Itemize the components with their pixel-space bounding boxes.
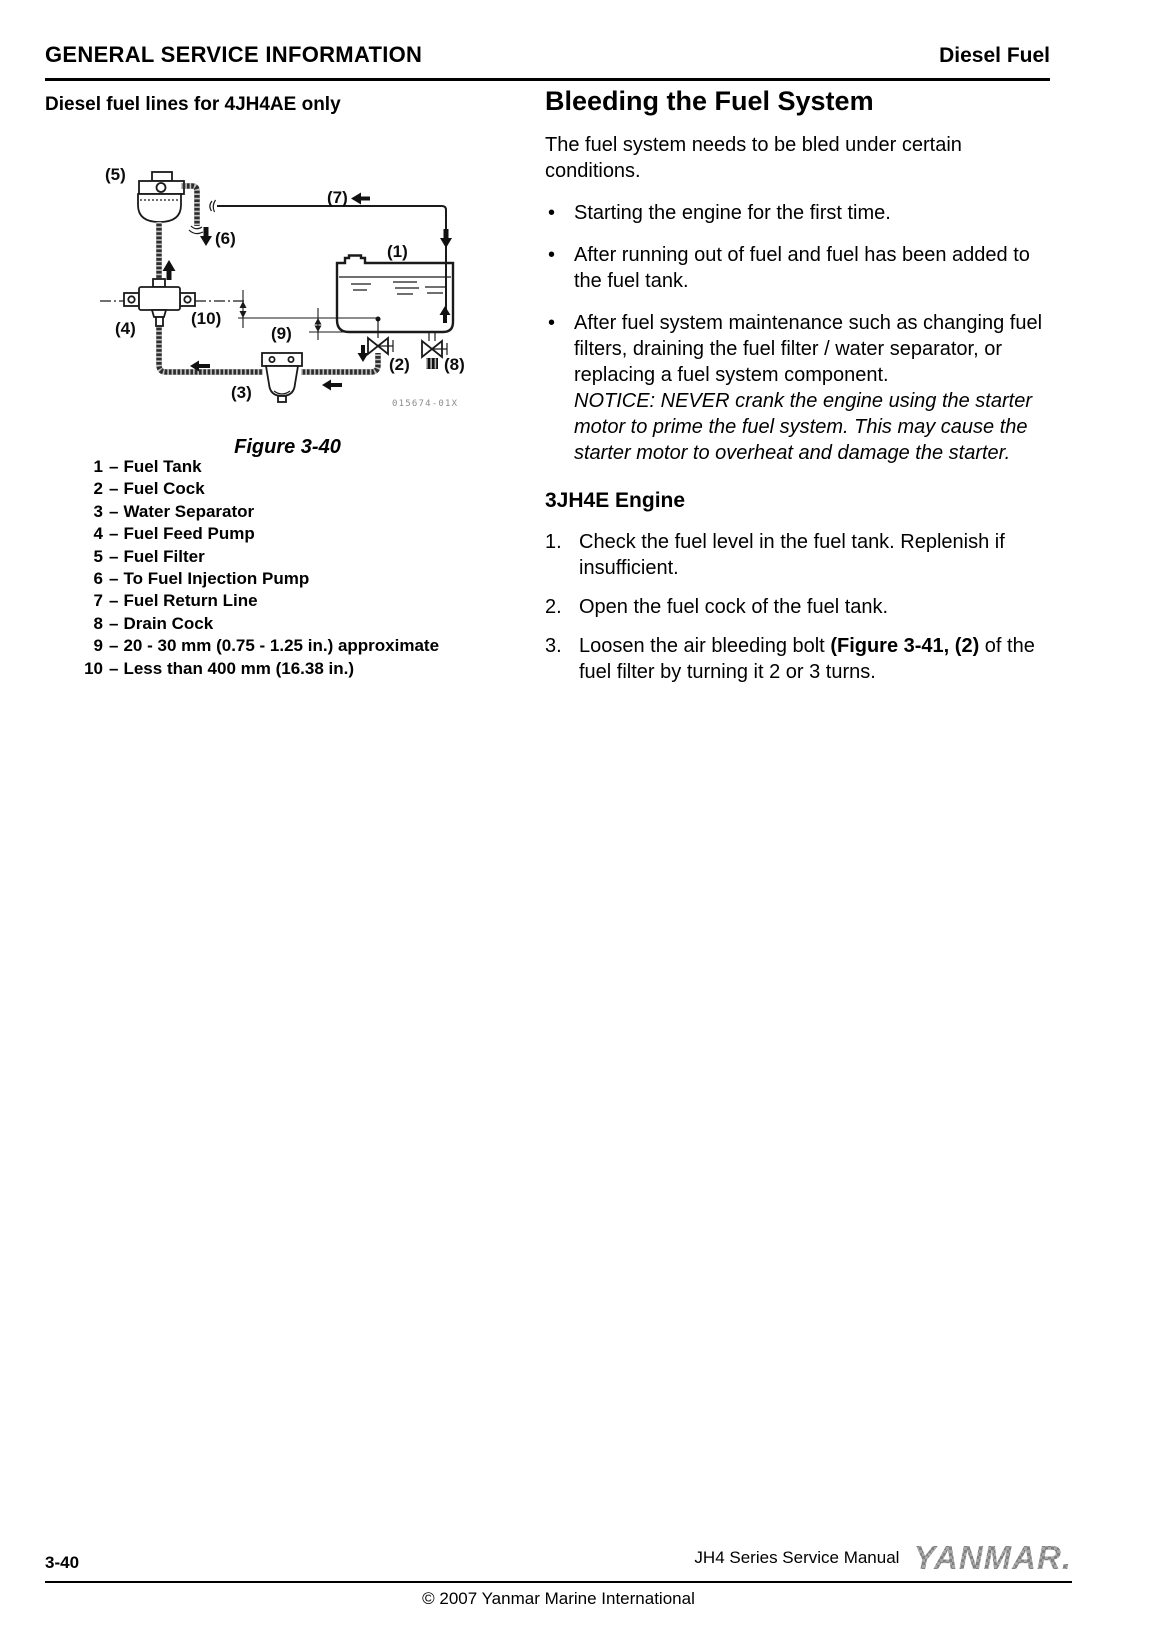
step-item [545, 594, 1050, 620]
step-number: 3. [545, 635, 562, 657]
step-number: 1. [545, 531, 562, 553]
fuel-tank [337, 256, 453, 333]
legend-item [63, 613, 439, 635]
legend-label: Drain Cock [123, 613, 214, 633]
right-column [545, 86, 1050, 698]
manual-title: JH4 Series Service Manual [694, 1548, 900, 1567]
legend-dash: – [109, 569, 119, 589]
page-title: GENERAL SERVICE INFORMATION [45, 42, 423, 67]
bullet-item [545, 242, 1050, 294]
legend-item [63, 590, 439, 612]
engine-subheading: 3JH4E Engine [545, 489, 686, 512]
figure-caption: Figure 3-40 [234, 436, 341, 458]
fuel-line-diagram [95, 150, 515, 425]
label-3: (3) [231, 383, 252, 402]
bullet-text: After fuel system maintenance such as changing fuel filters, draining the fuel filter / water separator, or replacing a fuel system component. [574, 312, 1043, 386]
label-8: (8) [444, 355, 465, 374]
bullet-text: Starting the engine for the first time. [574, 202, 891, 224]
legend-item [63, 568, 439, 590]
label-6: (6) [215, 229, 236, 248]
legend-label: Fuel Feed Pump [123, 524, 255, 544]
figure-id: 015674-01X [392, 399, 459, 409]
step-text-bold: (Figure 3-41, (2) [830, 635, 980, 657]
legend-label: Water Separator [123, 501, 255, 521]
legend-num: 4 [93, 524, 103, 544]
legend-dash: – [109, 613, 119, 633]
label-5: (5) [105, 165, 126, 184]
legend-dash: – [109, 658, 119, 678]
legend-label: Fuel Filter [123, 546, 205, 566]
left-column-heading: Diesel fuel lines for 4JH4AE only [45, 94, 341, 115]
conditions-list [545, 200, 1050, 466]
label-7: (7) [327, 188, 348, 207]
dimension-9 [309, 308, 353, 340]
header-section-label: Diesel Fuel [939, 44, 1050, 67]
legend-label: Fuel Tank [123, 457, 202, 476]
legend-num: 1 [93, 457, 103, 476]
bullet-marker: • [548, 244, 556, 266]
legend-label: Fuel Cock [123, 479, 205, 499]
bullet-marker: • [548, 202, 556, 224]
step-number: 2. [545, 596, 562, 618]
step-item [545, 529, 1050, 581]
label-9: (9) [271, 324, 292, 343]
step-text-pre: Loosen the air bleeding bolt [579, 635, 831, 657]
legend-dash: – [109, 479, 119, 499]
step-text: Check the fuel level in the fuel tank. Replenish if insufficient. [579, 531, 1005, 579]
legend-dash: – [109, 457, 119, 476]
footer-rule [45, 1581, 1072, 1583]
fuel-filter [138, 172, 184, 222]
label-1: (1) [387, 242, 408, 261]
section-heading: Bleeding the Fuel System [545, 86, 874, 116]
bullet-item [545, 200, 1050, 226]
header-rule [45, 78, 1050, 81]
label-2: (2) [389, 355, 410, 374]
bullet-item [545, 310, 1050, 466]
legend-label: To Fuel Injection Pump [123, 569, 310, 589]
fuel-cock-valve [368, 317, 393, 355]
legend-dash: – [109, 636, 119, 656]
legend-label: 20 - 30 mm (0.75 - 1.25 in.) approximate [123, 636, 440, 656]
label-10: (10) [191, 309, 222, 328]
bullet-text: After running out of fuel and fuel has been added to the fuel tank. [574, 244, 1030, 292]
legend-num: 9 [93, 636, 103, 656]
legend-item [63, 546, 439, 568]
procedure-steps [545, 529, 1050, 685]
figure-legend [63, 456, 439, 680]
water-separator [262, 353, 302, 402]
legend-item [63, 523, 439, 545]
legend-num: 3 [93, 501, 103, 521]
bullet-marker: • [548, 312, 556, 334]
step-text [579, 635, 1035, 683]
label-4: (4) [115, 319, 136, 338]
legend-dash: – [109, 591, 119, 611]
legend-num: 5 [93, 546, 103, 566]
legend-item [63, 635, 439, 657]
yanmar-logo: YANMAR. [913, 1539, 1072, 1576]
fuel-hoses [159, 186, 378, 372]
legend-dash: – [109, 501, 119, 521]
step-item [545, 633, 1050, 685]
legend-num: 7 [93, 591, 103, 611]
notice-text: NOTICE: NEVER crank the engine using the starter motor to prime the fuel system. This may cause the starter motor to overheat and damage the starter. [574, 390, 1032, 464]
legend-item [63, 501, 439, 523]
step-text: Open the fuel cock of the fuel tank. [579, 596, 889, 618]
intro-paragraph: The fuel system needs to be bled under certain conditions. [545, 134, 962, 182]
legend-label: Fuel Return Line [123, 591, 258, 611]
legend-dash: – [109, 546, 119, 566]
legend-item [63, 658, 439, 680]
footer-right [45, 1538, 1072, 1578]
page-number: 3-40 [45, 1553, 80, 1572]
legend-num: 6 [93, 569, 103, 589]
legend-num: 2 [93, 479, 103, 499]
legend-num: 10 [84, 658, 103, 678]
copyright-notice: © 2007 Yanmar Marine International [422, 1589, 695, 1608]
legend-dash: – [109, 524, 119, 544]
legend-label: Less than 400 mm (16.38 in.) [123, 658, 355, 678]
fuel-return-line [210, 193, 452, 324]
dimension-10 [238, 290, 378, 328]
step-text-post: of the fuel filter by turning it 2 or 3 turns. [579, 635, 1035, 683]
legend-item [63, 456, 439, 478]
legend-item [63, 478, 439, 500]
legend-num: 8 [93, 613, 103, 633]
